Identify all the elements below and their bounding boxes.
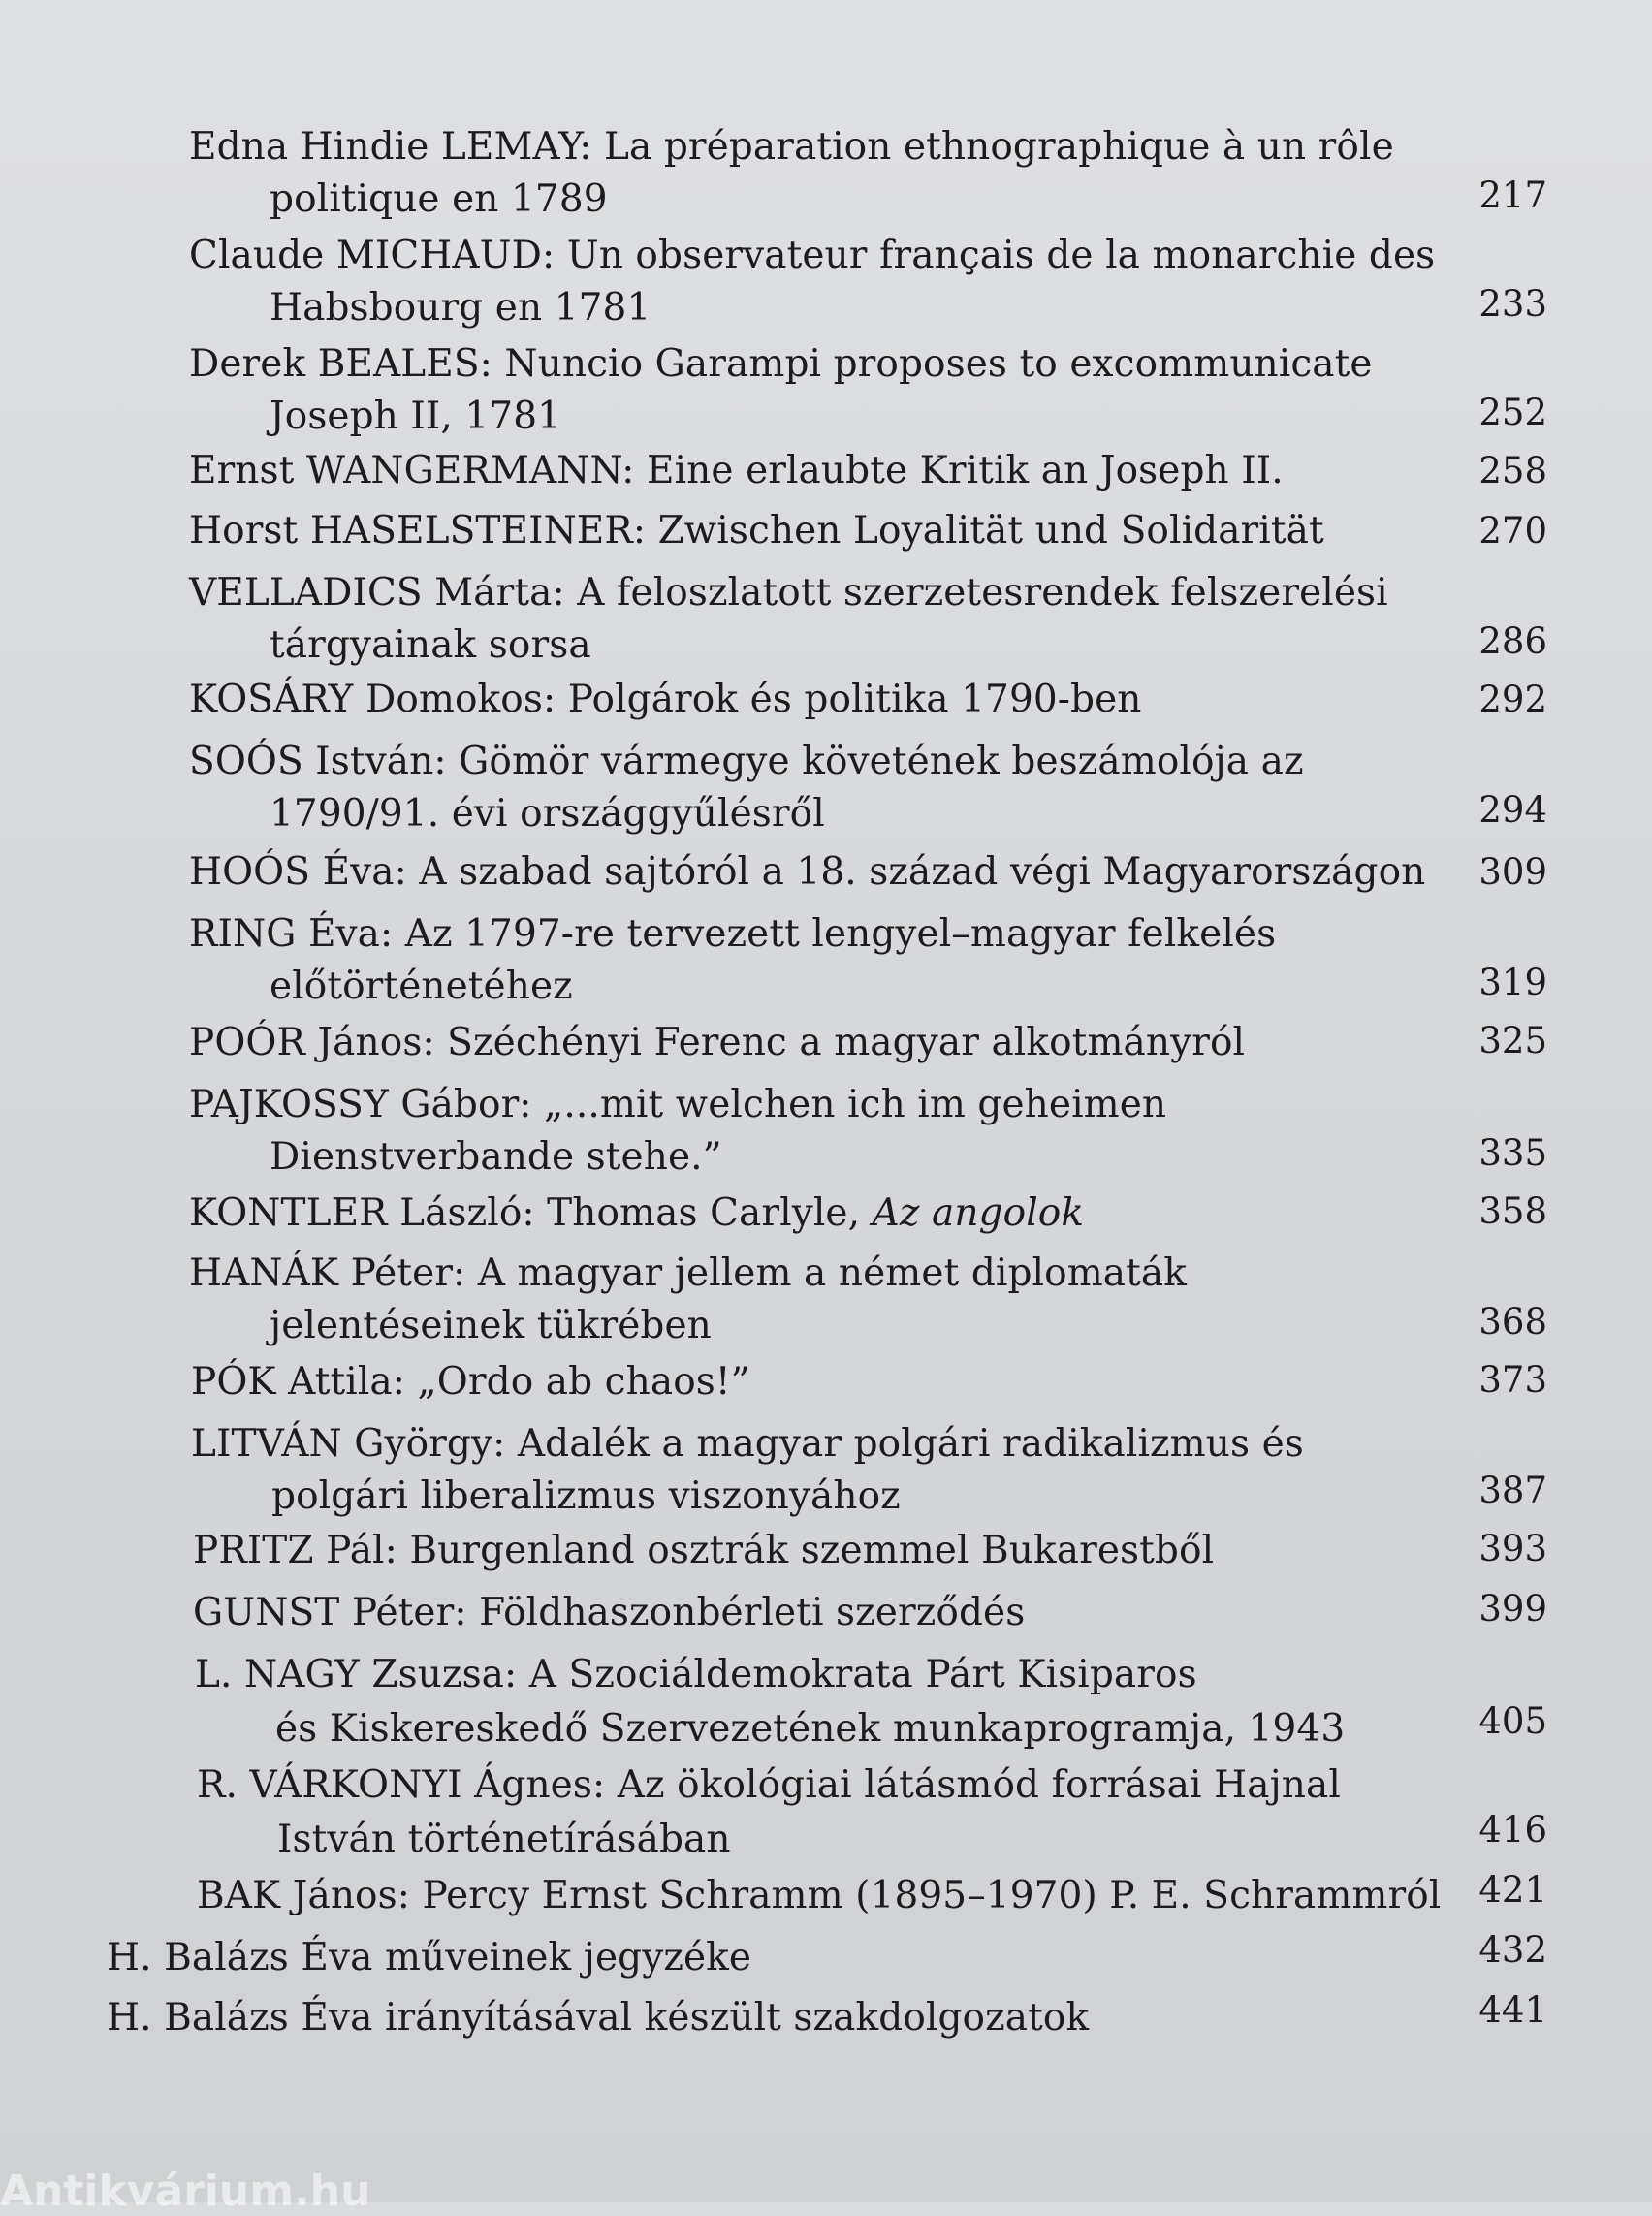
toc-entry-continuation: Dienstverbande stehe.” (270, 1135, 722, 1179)
toc-entry-title: L. NAGY Zsuzsa: A Szociáldemokrata Párt Kisiparos (195, 1653, 1197, 1696)
toc-page-number: 421 (1478, 1869, 1547, 1911)
toc-entry-title: PAJKOSSY Gábor: „...mit welchen ich im geheimen (189, 1083, 1167, 1126)
toc-page-number: 258 (1478, 450, 1547, 491)
toc-entry-title: SOÓS István: Gömör vármegye követének beszámolója az (189, 740, 1304, 783)
toc-page-number: 309 (1478, 851, 1547, 893)
toc-entry-title: Claude MICHAUD: Un observateur français de la monarchie des (189, 234, 1436, 277)
toc-page-number: 335 (1478, 1132, 1547, 1174)
toc-page-number: 294 (1478, 789, 1547, 831)
toc-page-number: 286 (1478, 620, 1547, 662)
toc-entry-title: BAK János: Percy Ernst Schramm (1895–1970) P. E. Schrammról (197, 1874, 1442, 1917)
toc-page-number: 325 (1478, 1020, 1547, 1061)
toc-page-number: 270 (1478, 510, 1547, 552)
toc-entry-title: HOÓS Éva: A szabad sajtóról a 18. század végi Magyarországon (189, 850, 1426, 894)
toc-page-number: 368 (1478, 1301, 1547, 1343)
toc-entry-title: HANÁK Péter: A magyar jellem a német diplomaták (189, 1251, 1187, 1295)
toc-entry-title: KONTLER László: Thomas Carlyle, Az angolok (189, 1191, 1085, 1235)
toc-page-number: 387 (1478, 1470, 1547, 1511)
toc-entry-title: PÓK Attila: „Ordo ab chaos!” (191, 1360, 750, 1404)
toc-entry-continuation: és Kiskereskedő Szervezetének munkaprogramja, 1943 (275, 1707, 1346, 1751)
toc-entry-title: Edna Hindie LEMAY: La préparation ethnographique à un rôle (189, 125, 1394, 169)
toc-page-number: 373 (1478, 1359, 1547, 1401)
toc-entry-title: Horst HASELSTEINER: Zwischen Loyalität und Solidarität (189, 509, 1324, 553)
toc-entry-continuation: előtörténetéhez (270, 965, 573, 1008)
toc-entry-continuation: Habsbourg en 1781 (270, 286, 651, 330)
toc-page-number: 416 (1478, 1809, 1547, 1851)
toc-page-number: 252 (1478, 392, 1547, 433)
italic-title: Az angolok (872, 1191, 1085, 1235)
toc-page-number: 441 (1478, 1989, 1547, 2031)
toc-entry-title: Derek BEALES: Nuncio Garampi proposes to excommunicate (189, 342, 1373, 386)
toc-page-number: 399 (1478, 1588, 1547, 1630)
toc-entry-title: H. Balázs Éva irányításával készült szakdolgozatok (107, 1996, 1090, 2040)
toc-entry-title: RING Éva: Az 1797-re tervezett lengyel–magyar felkelés (189, 912, 1277, 956)
toc-page-number: 358 (1478, 1190, 1547, 1232)
toc-page-number: 217 (1478, 174, 1547, 216)
toc-entry-title: GUNST Péter: Földhaszonbérleti szerződés (193, 1591, 1026, 1634)
watermark: Antikvárium.hu (0, 2167, 371, 2216)
toc-page-number: 233 (1478, 283, 1547, 325)
toc-entry-continuation: Joseph II, 1781 (270, 395, 562, 438)
toc-page-number: 405 (1478, 1700, 1547, 1742)
toc-entry-title: KOSÁRY Domokos: Polgárok és politika 1790-ben (189, 678, 1142, 721)
toc-entry-title: Ernst WANGERMANN: Eine erlaubte Kritik an Joseph II. (189, 449, 1284, 492)
toc-entry-title: LITVÁN György: Adalék a magyar polgári radikalizmus és (191, 1422, 1304, 1466)
toc-page-number: 319 (1478, 962, 1547, 1003)
toc-entry-continuation: István történetírásában (277, 1818, 731, 1861)
toc-entry-title: R. VÁRKONYI Ágnes: Az ökológiai látásmód forrásai Hajnal (197, 1763, 1341, 1807)
toc-page-number: 292 (1478, 679, 1547, 720)
toc-entry-continuation: polgári liberalizmus viszonyához (271, 1474, 901, 1518)
toc-page-number: 432 (1478, 1929, 1547, 1971)
toc-entry-continuation: 1790/91. évi országgyűlésről (270, 792, 825, 836)
toc-entry-title: VELLADICS Márta: A feloszlatott szerzetesrendek felszerelési (189, 571, 1388, 615)
toc-entry-continuation: politique en 1789 (270, 177, 608, 221)
toc-entry-title: H. Balázs Éva műveinek jegyzéke (107, 1936, 752, 1979)
toc-entry-title: POÓR János: Széchényi Ferenc a magyar alkotmányról (189, 1021, 1246, 1064)
toc-entry-title: PRITZ Pál: Burgenland osztrák szemmel Bukarestből (193, 1529, 1215, 1572)
toc-entry-continuation: tárgyainak sorsa (270, 623, 591, 667)
toc-page-number: 393 (1478, 1528, 1547, 1569)
toc-entry-continuation: jelentéseinek tükrében (270, 1304, 712, 1347)
